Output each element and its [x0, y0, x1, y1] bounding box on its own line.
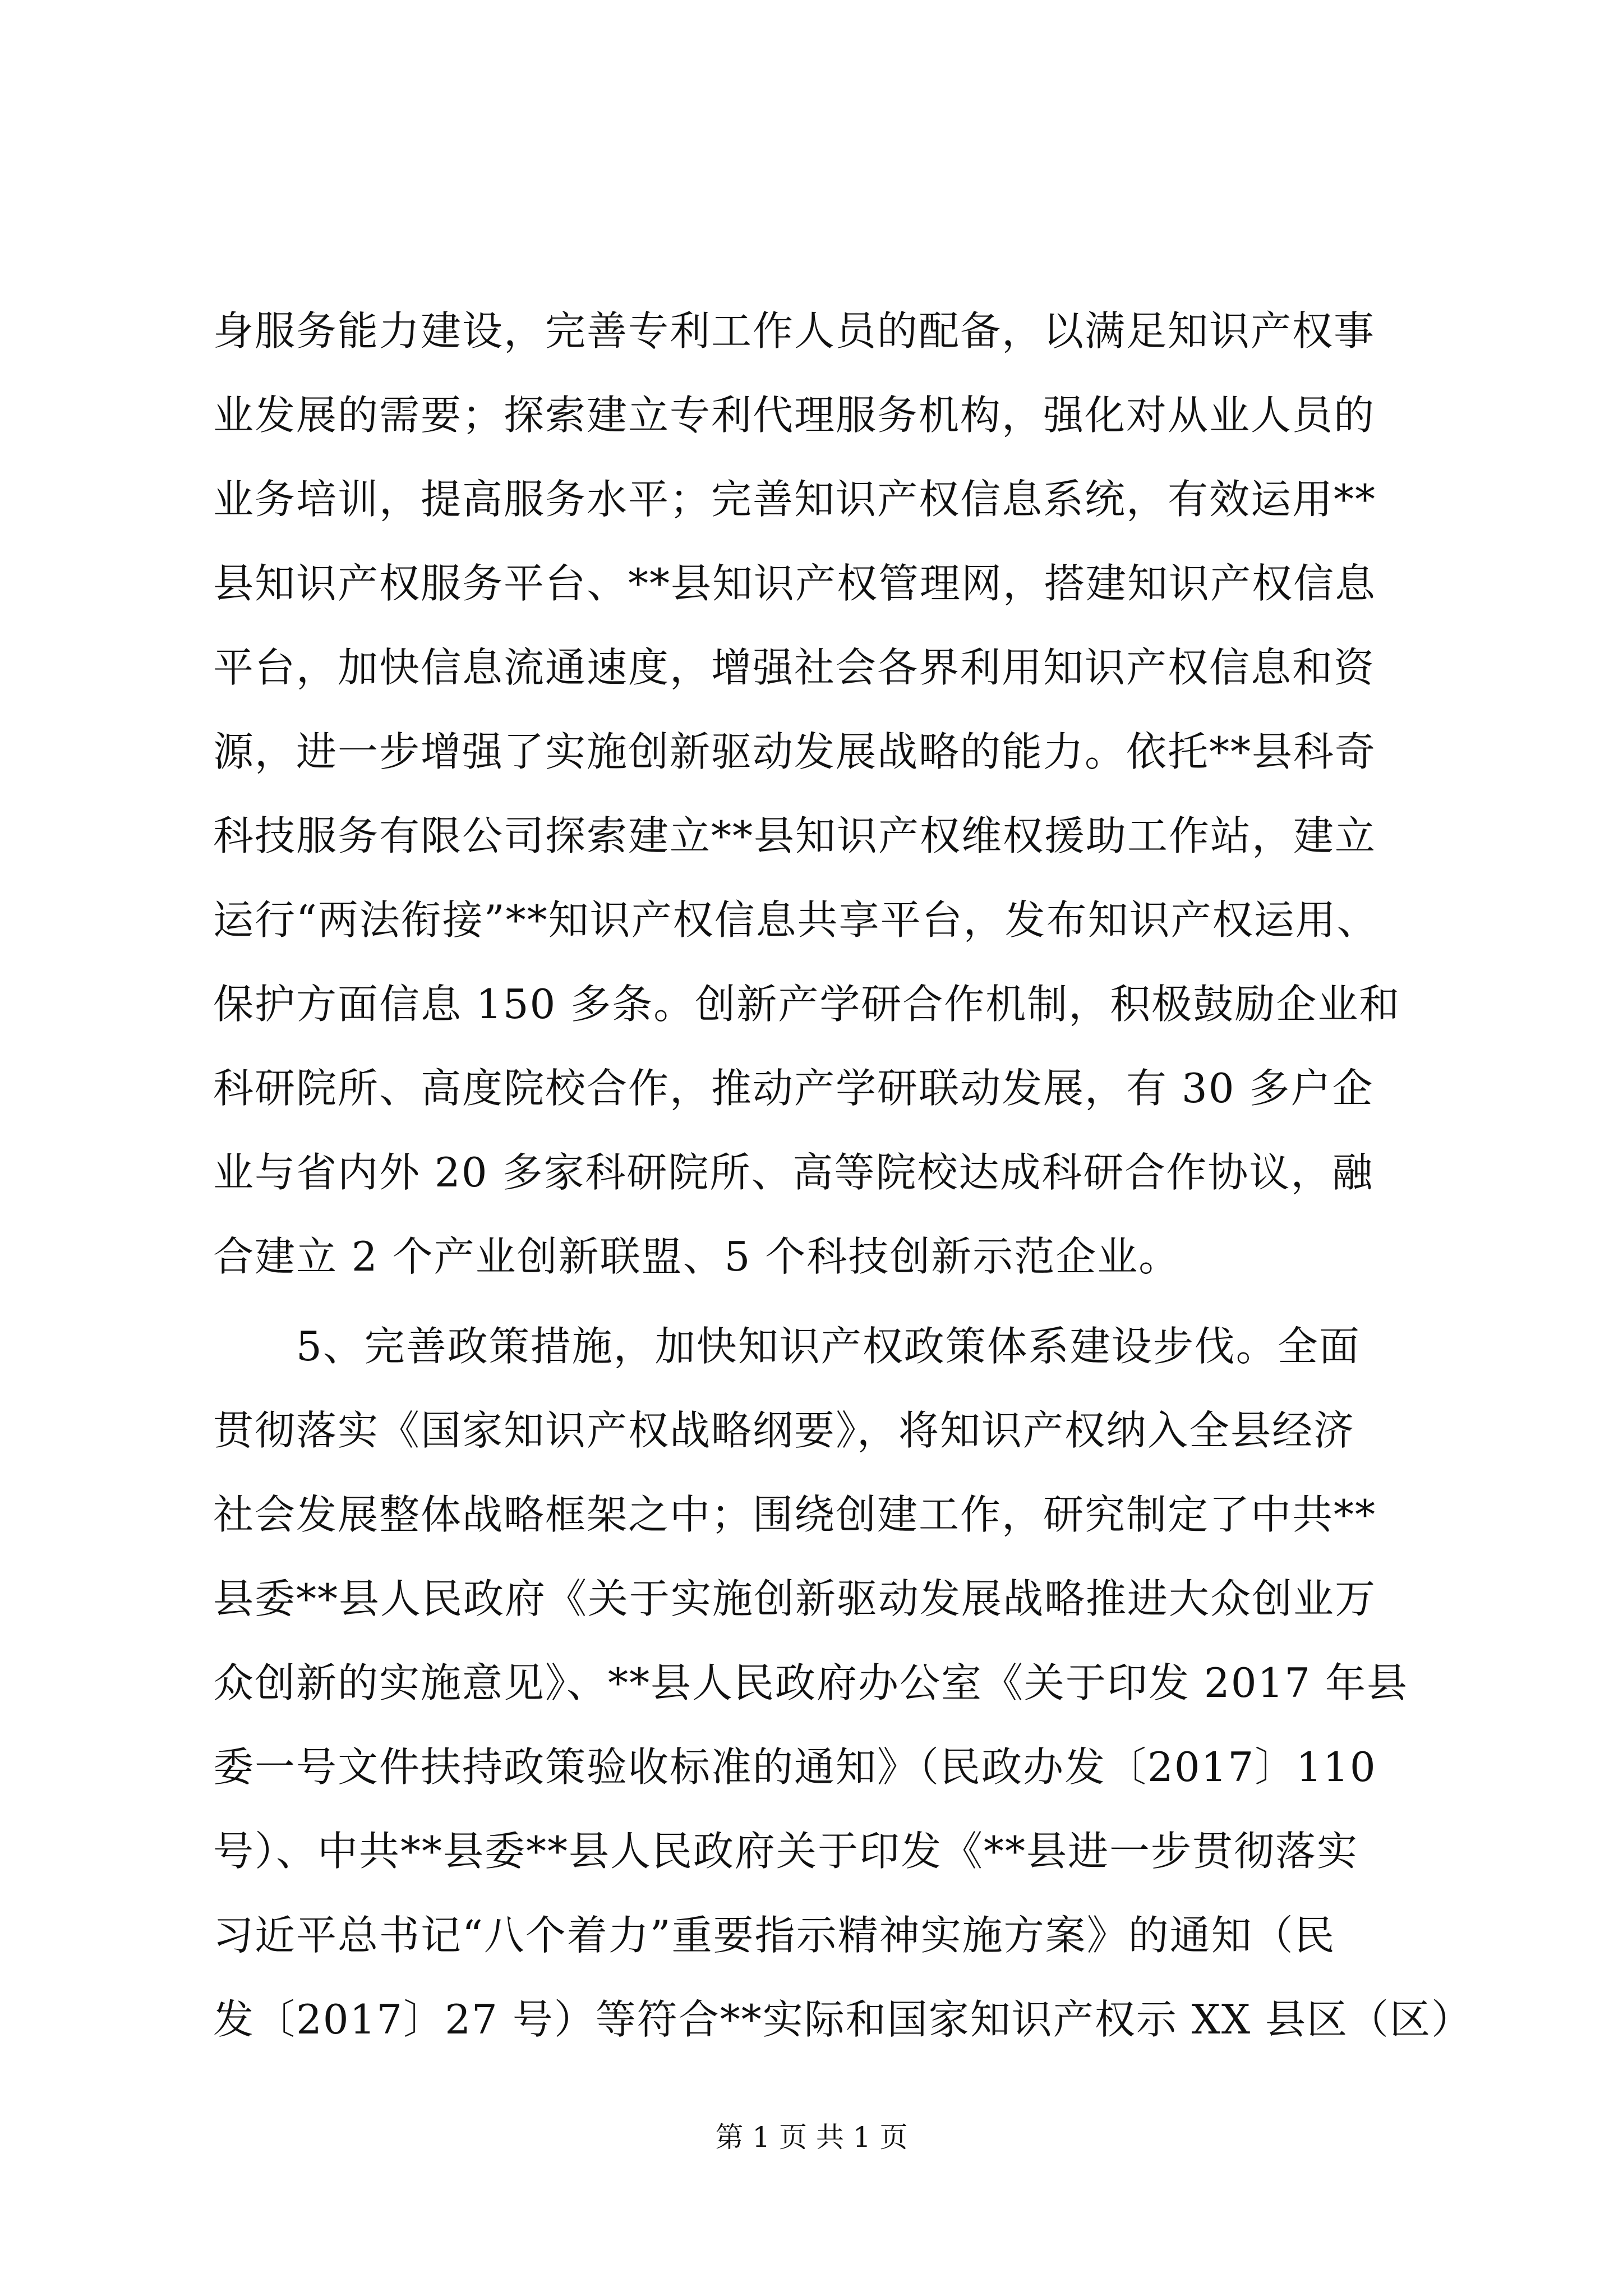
text-line: 委一号文件扶持政策验收标准的通知》（民政办发〔2017〕110	[213, 1743, 1377, 1791]
text-line: 身服务能力建设，完善专利工作人员的配备，以满足知识产权事	[213, 307, 1376, 355]
text-line: 源，进一步增强了实施创新驱动发展战略的能力。依托**县科奇	[213, 728, 1377, 775]
text-line: 业务培训，提高服务水平；完善知识产权信息系统，有效运用**	[213, 476, 1377, 523]
text-line: 保护方面信息 150 多条。创新产学研合作机制，积极鼓励企业和	[213, 981, 1401, 1028]
text-line: 县知识产权服务平台、**县知识产权管理网，搭建知识产权信息	[213, 560, 1377, 607]
text-line: 发〔2017〕27 号）等符合**实际和国家知识产权示 XX 县区（区）	[213, 1996, 1473, 2043]
text-line: 平台，加快信息流通速度，增强社会各界利用知识产权信息和资	[213, 644, 1376, 691]
text-line: 5、完善政策措施，加快知识产权政策体系建设步伐。全面	[213, 1323, 1361, 1370]
text-line: 科技服务有限公司探索建立**县知识产权维权援助工作站，建立	[213, 812, 1377, 859]
text-line: 合建立 2 个产业创新联盟、5 个科技创新示范企业。	[213, 1233, 1181, 1280]
text-line: 业发展的需要；探索建立专利代理服务机构，强化对从业人员的	[213, 392, 1376, 439]
text-line: 号）、中共**县委**县人民政府关于印发《**县进一步贯彻落实	[213, 1828, 1359, 1875]
text-line: 县委**县人民政府《关于实施创新驱动发展战略推进大众创业万	[213, 1575, 1377, 1622]
text-line: 业与省内外 20 多家科研院所、高等院校达成科研合作协议，融	[213, 1149, 1374, 1196]
page-footer: 第 1 页 共 1 页	[715, 2121, 908, 2154]
text-line: 社会发展整体战略框架之中；围绕创建工作，研究制定了中共**	[213, 1491, 1377, 1538]
text-line: 贯彻落实《国家知识产权战略纲要》，将知识产权纳入全县经济	[213, 1407, 1355, 1454]
text-line: 众创新的实施意见》、**县人民政府办公室《关于印发 2017 年县	[213, 1659, 1409, 1706]
text-line: 习近平总书记“八个着力”重要指示精神实施方案》的通知（民	[213, 1912, 1336, 1959]
text-line: 运行“两法衔接”**知识产权信息共享平台，发布知识产权运用、	[213, 896, 1378, 944]
text-line: 科研院所、高度院校合作，推动产学研联动发展，有 30 多户企	[213, 1065, 1374, 1112]
